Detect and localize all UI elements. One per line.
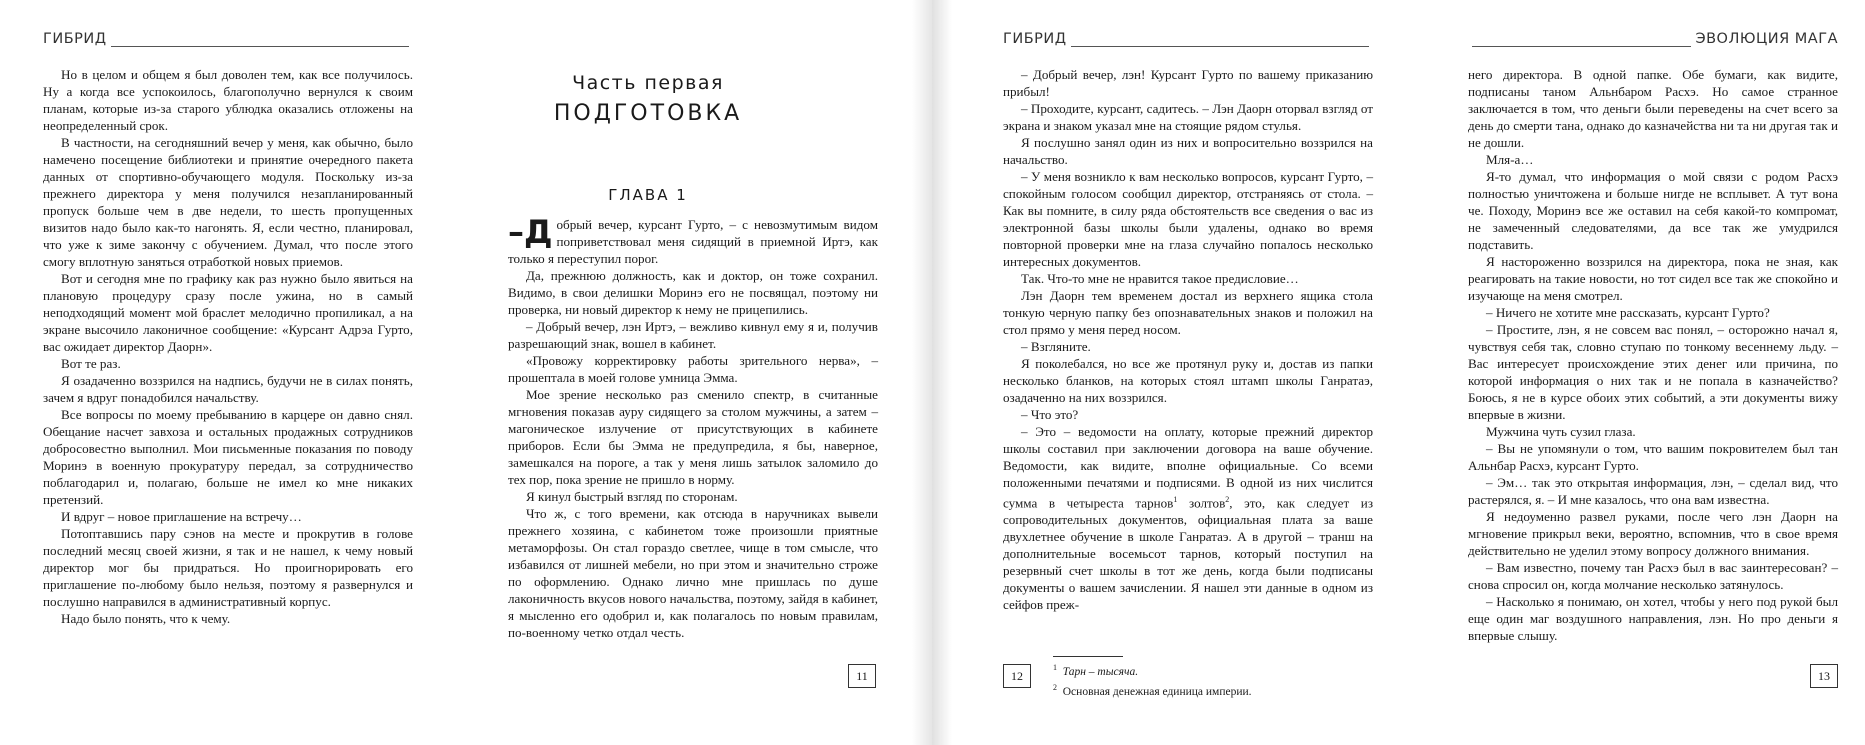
paragraph: Потоптавшись пару сэнов на месте и прокрутив в голове последний месяц своей жизни, я так и не нашел, к чему новый директор мог бы придраться. Но проигнорировать его приглашение по-любому было нельзя, поэтому я развернулся и послушно направился в административный корпус. bbox=[43, 526, 413, 609]
paragraph: Что ж, с того времени, как отсюда в наручниках вывели прежнего хозяина, с кабинетом тоже произошли приятные метаморфозы. Он стал гораздо светлее, чище в том смысле, что избавился от лишней мебели, но при этом и значительно строже по оформлению. Однако лично мне пришлась по душе лаконичность вкусов нового начальства, поэтому, зайдя в кабинет, я мысленно его одобрил и, как полагалось по новым правилам, по-военному четко отдал честь. bbox=[508, 506, 878, 640]
paragraph: – Добрый вечер, лэн Иртэ, – вежливо кивнул ему я и, получив разрешающий знак, вошел в кабинет. bbox=[508, 319, 878, 351]
text-column-p13 bbox=[1468, 66, 1838, 644]
paragraph: Я кинул быстрый взгляд по сторонам. bbox=[526, 489, 738, 504]
paragraph: Я поколебался, но все же протянул руку и, достав из папки несколько бланков, на которых стоял штамп школы Ганратаэ, озадаченно на них воззрился. bbox=[1003, 356, 1373, 405]
paragraph: – Ничего не хотите мне рассказать, курсант Гурто? bbox=[1486, 305, 1770, 320]
footnotes bbox=[1053, 656, 1252, 700]
paragraph: Я послушно занял один из них и вопросительно воззрился на начальство. bbox=[1003, 135, 1373, 167]
part-name: ПОДГОТОВКА bbox=[553, 101, 743, 126]
footnote-1 bbox=[1053, 660, 1252, 680]
header-title: ГИБРИД bbox=[1003, 31, 1067, 47]
page-number-11: 11 bbox=[848, 664, 876, 688]
paragraph: Вот те раз. bbox=[61, 356, 121, 371]
page-number-12: 12 bbox=[1003, 664, 1031, 688]
text-column-p12 bbox=[1003, 66, 1373, 613]
chapter-title: ГЛАВА 1 bbox=[608, 186, 688, 204]
paragraph: Но в целом и общем я был доволен тем, как все получилось. Ну а когда все успокоилось, благополучно вернулся к своим планам, которые из-за старого ублюдка оказались отложены на неопределенный срок. bbox=[43, 67, 413, 133]
footnote-mark[interactable]: 1 bbox=[1173, 495, 1178, 504]
paragraph: Я озадаченно воззрился на надпись, будучи не в силах понять, зачем я вдруг понадобился начальству. bbox=[43, 373, 413, 405]
paragraph: Мля-а… bbox=[1486, 152, 1534, 167]
paragraph: – Насколько я понимаю, он хотел, чтобы у него под рукой был еще один маг воздушного направления, лэн. Но про деньги я впервые слышу. bbox=[1468, 594, 1838, 643]
paragraph: Я настороженно воззрился на директора, пока не зная, как реагировать на такие новости, но тот сидел все так же спокойно и изучающе на меня смотрел. bbox=[1468, 254, 1838, 303]
header-title: ЭВОЛЮЦИЯ МАГА bbox=[1695, 31, 1838, 47]
footnote-text: Основная денежная единица империи. bbox=[1062, 685, 1252, 698]
paragraph: – У меня возникло к вам несколько вопросов, курсант Гурто, – спокойным голосом сообщил директор, отстраняясь от стола. – Как вы помните, в силу ряда обстоятельств все сведения о вас из электронной базы школы были удалены, однако во время повторной проверки мне на глаза случайно попалось несколько интересных документов. bbox=[1003, 169, 1373, 269]
footnote-2 bbox=[1053, 680, 1252, 700]
paragraph: В частности, на сегодняшний вечер у меня, как обычно, было намечено посещение библиотеки и принятие очередного пакета данных от спортивно-обучающего модуля. Поскольку из-за прежнего директора у меня получился незапланированный пропуск больше чем в две недели, то шесть пропущенных визитов надо было как-то нагонять. Я, если честно, планировал, что уже к зиме закончу с обучением. Думал, что после этого смогу вплотную заняться отработкой новых приемов. bbox=[43, 135, 413, 269]
paragraph-first bbox=[508, 213, 878, 267]
paragraph: Я недоуменно развел руками, после чего лэн Даорн на мгновение прикрыл веки, вероятно, вспомнив, что в свое время действительно не уделил этому вопросу должного внимания. bbox=[1468, 509, 1838, 558]
paragraph: Да, прежнюю должность, как и доктор, он тоже сохранил. Видимо, в свои делишки Моринэ его не посвящал, поэтому ни проверка, ни новый директор к нему не прицепились. bbox=[508, 268, 878, 317]
header-rule bbox=[111, 37, 409, 47]
footnote-mark[interactable]: 2 bbox=[1225, 495, 1230, 504]
part-title: Часть первая bbox=[572, 72, 724, 94]
text-column-p11-right bbox=[508, 213, 878, 641]
text-column-p11-left bbox=[43, 66, 413, 627]
paragraph: – Вы не упомянули о том, что вашим покровителем был тан Альнбар Расхэ, курсант Гурто. bbox=[1468, 441, 1838, 473]
paragraph: Так. Что-то мне не нравится такое предисловие… bbox=[1021, 271, 1299, 286]
footnote-number: 1 bbox=[1053, 663, 1057, 672]
paragraph-part: , это, как следует из сопроводительных документов, официальная плата за ваше двухлетнее обучение в школе Ганратаэ. А в другой – транш на дополнительные восемьсот тарнов, который поступил на резервный счет школы в тот же день, когда были подписаны документы о вашем зачислении. Я нашел эти данные в одном из сейфов преж- bbox=[1003, 495, 1373, 613]
header-rule bbox=[1472, 37, 1691, 47]
paragraph: Все вопросы по моему пребыванию в карцере он давно снял. Обещание насчет завхоза и остальных продажных сотрудников добросовестно выполнил. Мои письменные показания по поводу Моринэ в военную прокуратуру передал, за сотрудничество поблагодарил и, полагаю, больше не имел ко мне никаких претензий. bbox=[43, 407, 413, 507]
running-header-p13 bbox=[1468, 31, 1838, 47]
footnote-rule bbox=[1053, 656, 1123, 657]
paragraph: Мое зрение несколько раз сменило спектр, в считанные мгновения показав ауру сидящего за столом мужчины, а затем – магоническое излучение от присутствующих в кабинете приборов. Если бы Эмма не предупредила, я бы, наверное, замешкался на пороге, а так у меня лишь затылок заломило до тех пор, пока зрение не пришло в норму. bbox=[508, 387, 878, 487]
header-rule bbox=[1071, 37, 1369, 47]
paragraph: – Взгляните. bbox=[1021, 339, 1091, 354]
paragraph: И вдруг – новое приглашение на встречу… bbox=[61, 509, 302, 524]
paragraph: – Эм… так это открытая информация, лэн, – сделал вид, что растерялся, я. – И мне казалось, что она вам известна. bbox=[1468, 475, 1838, 507]
paragraph: Лэн Даорн тем временем достал из верхнего ящика стола тонкую черную папку без опознавательных знаков и положил на стол прямо у меня перед носом. bbox=[1003, 288, 1373, 337]
paragraph: – Добрый вечер, лэн! Курсант Гурто по вашему приказанию прибыл! bbox=[1003, 67, 1373, 99]
paragraph bbox=[1003, 423, 1373, 613]
paragraph: Вот и сегодня мне по графику как раз нужно было явиться на плановую процедуру сразу после ужина, но в самый неподходящий момент мой браслет мелодично пропиликал, а на экране высочило лаконичное сообщение: «Курсант Адрэа Гурто, вас ожидает директор Даорн». bbox=[43, 271, 413, 354]
running-header-p11 bbox=[43, 31, 413, 47]
running-header-p12 bbox=[1003, 31, 1373, 47]
paragraph-part: золтов bbox=[1177, 495, 1226, 511]
book-gutter-shadow-right bbox=[932, 0, 952, 745]
paragraph: – Проходите, курсант, садитесь. – Лэн Даорн оторвал взгляд от экрана и знаком указал мне на стоящие рядом стулья. bbox=[1003, 101, 1373, 133]
paragraph: «Провожу корректировку работы зрительного нерва», – прошептала в моей голове умница Эмма. bbox=[508, 353, 878, 385]
page-number-13: 13 bbox=[1810, 664, 1838, 688]
header-title: ГИБРИД bbox=[43, 31, 107, 47]
footnote-text: Тарн – тысяча. bbox=[1062, 665, 1139, 678]
drop-cap: –Д bbox=[508, 213, 553, 251]
paragraph: – Что это? bbox=[1021, 407, 1079, 422]
paragraph: – Вам известно, почему тан Расхэ был в вас заинтересован? – снова спросил он, когда молчание несколько затянулось. bbox=[1468, 560, 1838, 592]
paragraph: него директора. В одной папке. Обе бумаги, как видите, подписаны таном Альнбаром Расхэ. Но самое странное заключается в том, что деньги были переведены на счет всего за день до смерти тана, однако до казначейства ни та ни другая так и не дошли. bbox=[1468, 67, 1838, 150]
paragraph: Надо было понять, что к чему. bbox=[61, 611, 231, 626]
footnote-number: 2 bbox=[1053, 682, 1057, 692]
paragraph: Мужчина чуть сузил глаза. bbox=[1486, 424, 1636, 439]
paragraph: – Простите, лэн, я не совсем вас понял, – осторожно начал я, чувствуя себя так, словно ступаю по тонкому весеннему льду. – Вас интересует происхождение этих денег или причина, по которой информация о них так и не попала в казначейство? Боюсь, я не в курсе обоих этих событий, а эти документы вижу впервые в жизни. bbox=[1468, 322, 1838, 422]
first-paragraph-text: обрый вечер, курсант Гурто, – с невозмутимым видом поприветствовал меня сидящий в приемной Иртэ, как только я переступил порог. bbox=[508, 217, 878, 266]
paragraph: Я-то думал, что информация о мой связи с родом Расхэ полностью уничтожена и больше нигде не всплывет. А тут вона че. Походу, Моринэ все же оставил на себя какой-то компромат, не замеченный следователями, да все так же умудрился подставить. bbox=[1468, 169, 1838, 252]
book-gutter-shadow-left bbox=[912, 0, 932, 745]
paragraph-part: – Это – ведомости на оплату, которые прежний директор школы составил при заключении договора на ваше обучение. Ведомости, как видите, вполне официальные. Со всеми положенными печатями и подписями. В одной из них числится сумма в четыреста тарнов bbox=[1003, 424, 1373, 511]
